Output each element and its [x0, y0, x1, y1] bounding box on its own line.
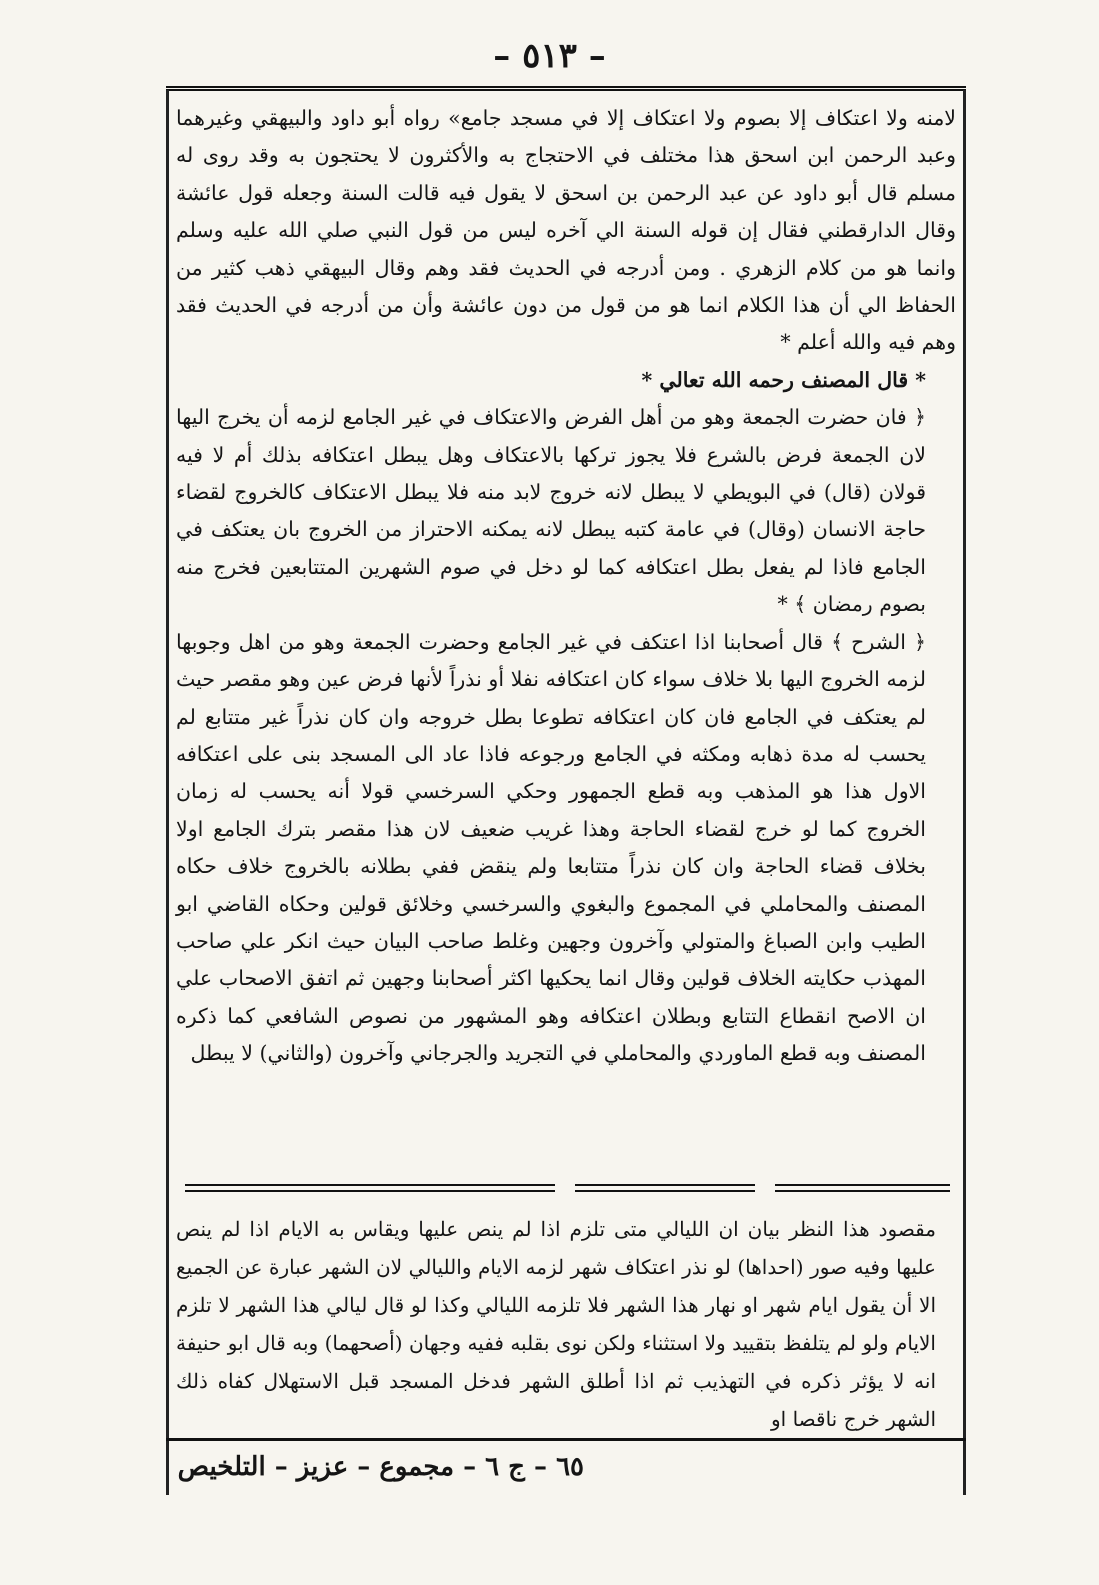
- paragraph-hadith-commentary: لامنه ولا اعتكاف إلا بصوم ولا اعتكاف إلا في مسجد جامع» رواه أبو داود والبيهقي وغيرهما وعبد الرحمن ابن اسحق هذا مختلف في الاحتجاج به والأكثرون لا يحتجون به وقد روى له مسلم قال أبو داود عن عبد الرحمن بن اسحق لا يقول فيه قالت السنة وجعله قول عائشة وقال الدارقطني فقال إن قوله السنة الي آخره ليس من قول النبي صلي الله عليه وسلم وانما هو من كلام الزهري . ومن أدرجه في الحديث فقد وهم وقال البيهقي ذهب كثير من الحفاظ الي أن هذا الكلام انما هو من قول من دون عائشة وأن من أدرجه في الحديث فقد وهم فيه والله أعلم *: [176, 106, 956, 355]
- footnote-text: [176, 1210, 956, 1438]
- footnote-separator: [185, 1184, 950, 1194]
- paragraph-sharh: ﴿ الشرح ﴾ قال أصحابنا اذا اعتكف في غير الجامع وحضرت الجمعة وهو من اهل وجوبها لزمه الخروج اليها بلا خلاف سواء كان اعتكافه نفلا أو نذراً لأنها فرض عين وهو مقصر حيث لم يعتكف في الجامع فان كان اعتكافه تطوعا بطل خروجه وان كان نذراً غير متتابع لم يحسب له مدة ذهابه ومكثه في الجامع ورجوعه فاذا عاد الى المسجد بنى على اعتكافه الاول هذا هو المذهب وبه قطع الجمهور وحكي السرخسي قولا أنه يحسب له زمان الخروج كما لو خرج لقضاء الحاجة وهذا غريب ضعيف لان هذا مقصر بترك الجامع اولا بخلاف قضاء الحاجة وان كان نذراً متتابعا ولم ينقض ففي بطلانه بالخروج خلاف حكاه المصنف والمحاملي في المجموع والبغوي والسرخسي وخلائق قولين وحكاه القاضي ابو الطيب وابن الصباغ والمتولي وآخرون وجهين وغلط صاحب البيان حيث انكر علي صاحب المهذب حكايته الخلاف قولين وقال انما يحكيها اكثر أصحابنا وجهين ثم اتفق الاصحاب علي ان الاصح انقطاع التتابع وبطلان اعتكافه وهو المشهور من نصوص الشافعي كما ذكره المصنف وبه قطع الماوردي والمحاملي في التجريد والجرجاني وآخرون (والثاني) لا يبطل: [176, 629, 926, 1066]
- footer-label: ٦٥ – ج ٦ – مجموع – عزيز – التلخيص: [177, 1452, 584, 1482]
- page-frame-left-rule: [166, 90, 169, 1495]
- page-frame-right-rule: [963, 90, 966, 1495]
- page-number: – ٥١٣ –: [493, 36, 606, 76]
- paragraph-matn: ﴿ فان حضرت الجمعة وهو من أهل الفرض والاعتكاف في غير الجامع لزمه أن يخرج اليها لان الجمعة فرض بالشرع فلا يجوز تركها بالاعتكاف وهل يبطل اعتكافه بذلك أم لا فيه قولان (قال) في البويطي لا يبطل لانه خروج لابد منه فلا يبطل الاعتكاف كالخروج لقضاء حاجة الانسان (وقال) في عامة كتبه يبطل لانه يمكنه الاحتراز من الخروج بان يعتكف في الجامع فاذا لم يفعل بطل اعتكافه كما لو دخل في صوم الشهرين المتتابعين فخرج منه بصوم رمضان ﴾ *: [176, 405, 926, 617]
- section-heading: * قال المصنف رحمه الله تعالي *: [641, 367, 926, 392]
- bottom-rule: [166, 1438, 966, 1441]
- main-text: [176, 100, 956, 1073]
- footnote-paragraph: مقصود هذا النظر بيان ان الليالي متى تلزم اذا لم ينص عليها ويقاس به الايام اذا لم ينص عليها وفيه صور (احداها) لو نذر اعتكاف شهر لزمه الايام والليالي لان الشهر عبارة عن الجميع الا أن يقول ايام شهر او نهار هذا الشهر فلا تلزمه الليالي وكذا لو قال ليالي هذا الشهر لا تلزم الايام ولو لم يتلفظ بتقييد ولا استثناء ولكن نوى بقلبه ففيه وجهان (أصحهما) وبه قال ابو حنيفة انه لا يؤثر ذكره في التهذيب ثم اذا أطلق الشهر فدخل المسجد قبل الاستهلال كفاه ذلك الشهر خرج ناقصا او: [176, 1217, 936, 1431]
